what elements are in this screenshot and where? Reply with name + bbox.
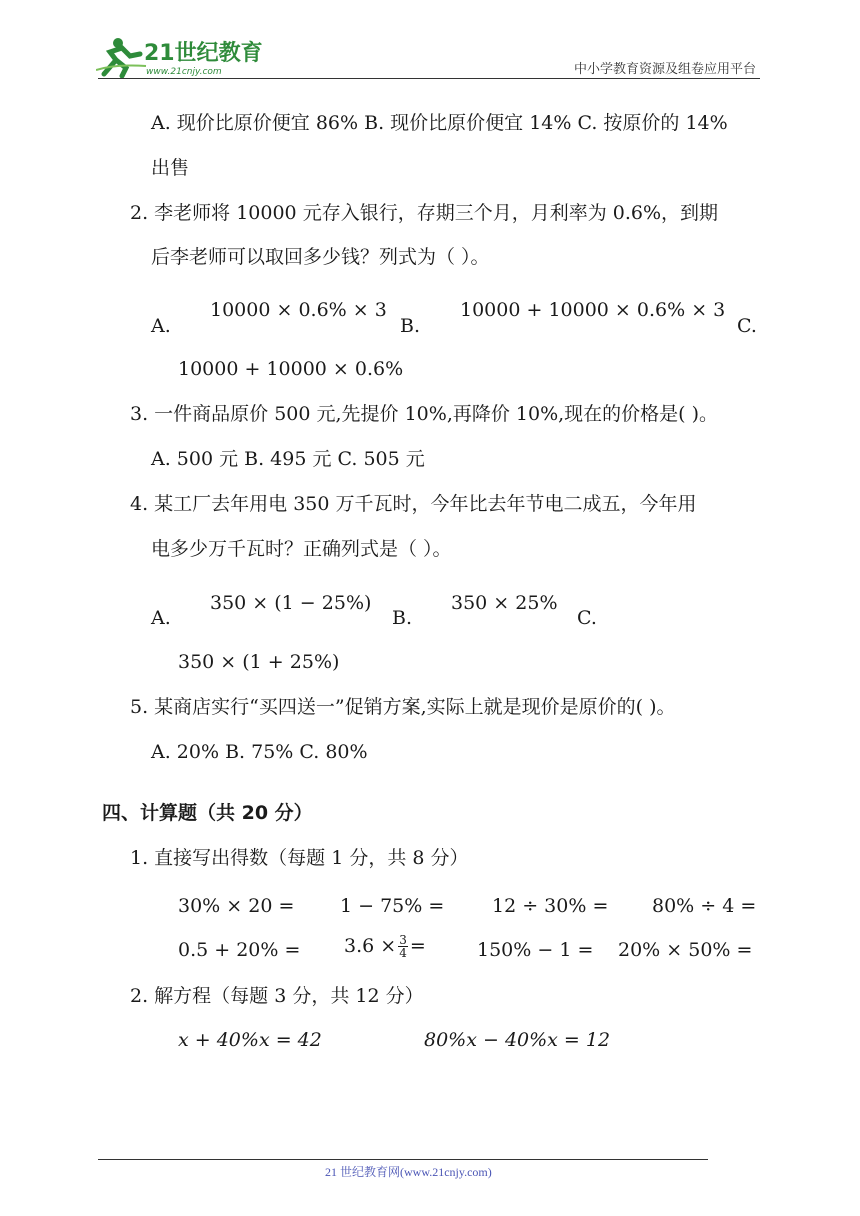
q2-option-b-label: B. bbox=[400, 315, 421, 337]
calc-subtitle-1: 1. 直接写出得数（每题 1 分，共 8 分） bbox=[130, 847, 469, 869]
q3-options: A. 500 元 B. 495 元 C. 505 元 bbox=[151, 448, 425, 470]
calc-fraction-suffix: = bbox=[409, 935, 426, 957]
q4-option-b-expr: 350 × 25% bbox=[451, 592, 558, 614]
logo-url: www.21cnjy.com bbox=[146, 67, 222, 77]
calc-item: 80% ÷ 4 = bbox=[652, 895, 757, 917]
q2-option-c-label: C. bbox=[737, 315, 757, 337]
q2-text-line1: 2. 李老师将 10000 元存入银行，存期三个月，月利率为 0.6%，到期 bbox=[130, 202, 718, 224]
running-man-icon bbox=[96, 38, 146, 76]
q4-text-line1: 4. 某工厂去年用电 350 万千瓦时，今年比去年节电二成五，今年用 bbox=[130, 493, 697, 515]
calc-item: 150% − 1 = bbox=[477, 939, 594, 961]
q5-options: A. 20% B. 75% C. 80% bbox=[151, 741, 368, 763]
q3-text: 3. 一件商品原价 500 元,先提价 10%,再降价 10%,现在的价格是( )。 bbox=[130, 403, 719, 425]
q2-text-line2: 后李老师可以取回多少钱？列式为（ ）。 bbox=[151, 246, 490, 268]
q4-option-a-expr: 350 × (1 − 25%) bbox=[210, 592, 372, 614]
site-logo bbox=[96, 34, 266, 78]
equation-2: 80%x − 40%x = 12 bbox=[424, 1029, 611, 1051]
calc-item: 30% × 20 = bbox=[178, 895, 295, 917]
q5-text: 5. 某商店实行“买四送一”促销方案,实际上就是现价是原价的( )。 bbox=[130, 696, 676, 718]
q2-option-c-expr: 10000 + 10000 × 0.6% bbox=[178, 358, 404, 380]
logo-text: 21世纪教育 bbox=[144, 41, 263, 66]
calc-fraction-prefix: 3.6 × bbox=[344, 935, 397, 957]
q1-options-line1: A. 现价比原价便宜 86% B. 现价比原价便宜 14% C. 按原价的 14% bbox=[151, 112, 728, 134]
q4-text-line2: 电多少万千瓦时？正确列式是（ ）。 bbox=[151, 538, 452, 560]
section-title: 四、计算题（共 20 分） bbox=[102, 802, 313, 824]
q4-option-a-label: A. bbox=[151, 607, 171, 629]
equation-1: x + 40%x = 42 bbox=[178, 1029, 322, 1051]
calc-item: 0.5 + 20% = bbox=[178, 939, 301, 961]
fraction bbox=[398, 934, 408, 959]
fraction-numerator: 3 bbox=[399, 932, 407, 947]
calc-item: 1 − 75% = bbox=[340, 895, 445, 917]
q2-option-a-expr: 10000 × 0.6% × 3 bbox=[210, 299, 387, 321]
q4-option-c-expr: 350 × (1 + 25%) bbox=[178, 651, 340, 673]
header-divider bbox=[98, 78, 760, 79]
q2-option-b-expr: 10000 + 10000 × 0.6% × 3 bbox=[460, 299, 726, 321]
platform-name: 中小学教育资源及组卷应用平台 bbox=[574, 62, 757, 77]
footer-divider bbox=[98, 1159, 708, 1160]
q4-option-c-label: C. bbox=[577, 607, 597, 629]
calc-item: 20% × 50% = bbox=[618, 939, 753, 961]
calc-item-fraction bbox=[344, 933, 426, 959]
calc-subtitle-2: 2. 解方程（每题 3 分，共 12 分） bbox=[130, 985, 424, 1007]
q1-options-line2: 出售 bbox=[151, 157, 190, 179]
q2-option-a-label: A. bbox=[151, 315, 171, 337]
fraction-denominator: 4 bbox=[399, 945, 407, 960]
calc-item: 12 ÷ 30% = bbox=[492, 895, 609, 917]
footer-link[interactable]: 21 世纪教育网(www.21cnjy.com) bbox=[325, 1165, 492, 1179]
q4-option-b-label: B. bbox=[392, 607, 413, 629]
